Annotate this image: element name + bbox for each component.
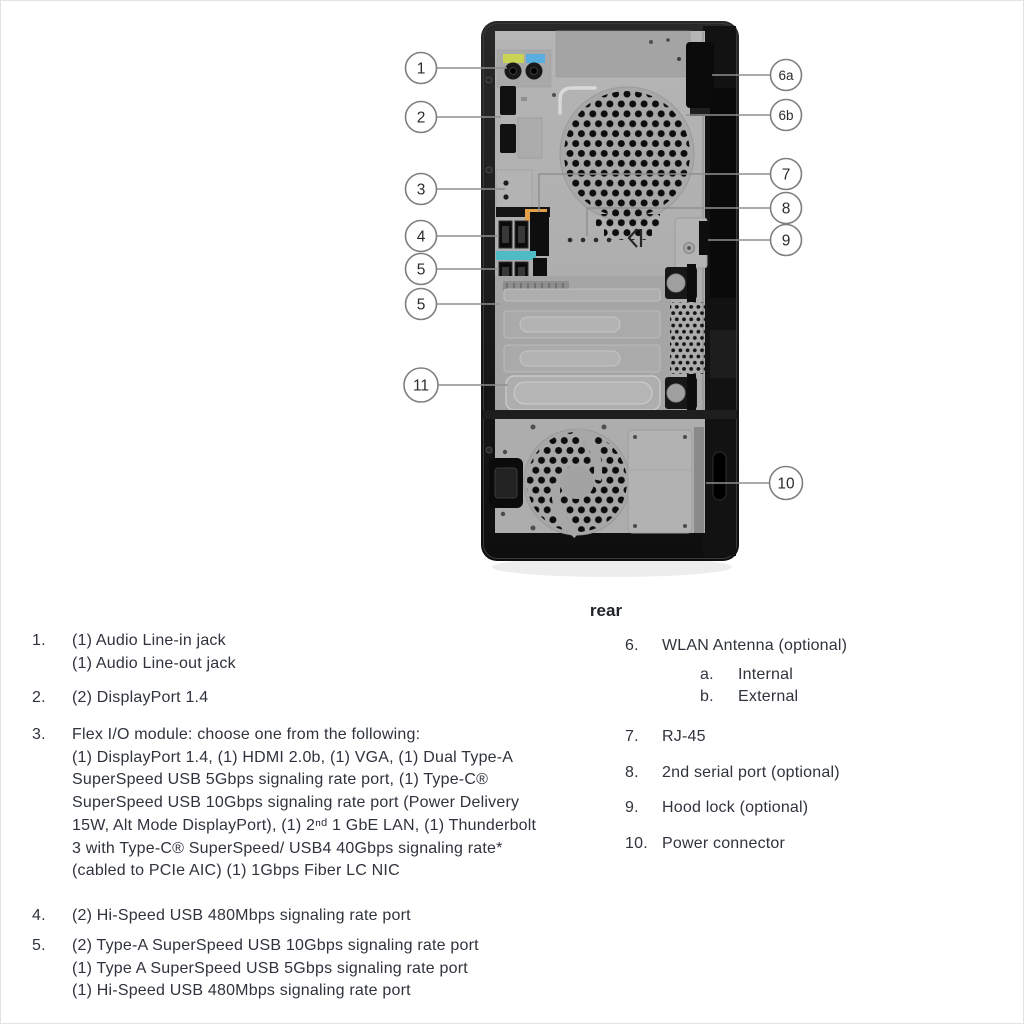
callout-10 <box>770 467 803 500</box>
psu-divider <box>483 410 737 419</box>
legend-item-3 <box>32 724 607 883</box>
legend-item-5 <box>32 935 607 1003</box>
legend-line: WLAN Antenna (optional) <box>662 637 848 654</box>
callout-7 <box>771 159 802 190</box>
usb-teal-bar <box>496 251 536 260</box>
legend-item-number: 3. <box>32 726 46 743</box>
callout-1 <box>406 53 437 84</box>
legend-subitem-text: External <box>738 688 799 706</box>
legend-item-number: 4. <box>32 907 46 924</box>
svg-text:7: 7 <box>781 166 791 184</box>
legend-item-number: 8. <box>625 764 639 781</box>
figure-caption: rear <box>589 601 623 620</box>
flex-io-module-plate <box>496 170 532 210</box>
legend-sublist <box>662 664 847 709</box>
legend-item-8 <box>625 762 1015 785</box>
slot-cover-1 <box>504 289 660 301</box>
card-latch-bottom <box>665 374 697 412</box>
svg-text:3: 3 <box>416 181 426 199</box>
legend-line: (1) Type A SuperSpeed USB 5Gbps signaling rate port <box>72 959 468 977</box>
legend-item-2 <box>32 687 607 710</box>
callout-5b <box>406 289 437 320</box>
legend-line: (1) Hi-Speed USB 480Mbps signaling rate port <box>72 982 411 1000</box>
legend-subitem-b <box>662 686 847 709</box>
legend-item-4 <box>32 905 607 928</box>
legend-item-number: 7. <box>625 728 639 745</box>
legend-line: SuperSpeed USB 5Gbps signaling rate port, (1) Type-C® <box>72 771 489 789</box>
legend-line: 15W, Alt Mode DisplayPort), (1) 2ⁿᵈ 1 GbE LAN, (1) Thunderbolt <box>72 816 537 834</box>
callout-2 <box>406 102 437 133</box>
callout-6a <box>771 60 802 91</box>
legend-item-10 <box>625 833 1015 856</box>
svg-text:5: 5 <box>416 296 426 314</box>
legend-line: Flex I/O module: choose one from the following: <box>72 726 421 743</box>
svg-text:8: 8 <box>781 200 791 218</box>
legend-line: (1) Audio Line-out jack <box>72 654 236 672</box>
legend-item-9 <box>625 797 1015 820</box>
callout-11 <box>404 368 438 402</box>
legend-item-number: 1. <box>32 632 46 649</box>
legend-item-number: 10. <box>625 835 648 852</box>
svg-text:9: 9 <box>781 232 791 250</box>
callout-4 <box>406 221 437 252</box>
legend-line: (cabled to PCIe AIC) (1) 1Gbps Fiber LC NIC <box>72 862 400 880</box>
tower-rear-illustration <box>481 21 739 577</box>
svg-text:6b: 6b <box>778 108 794 123</box>
card-latch-top <box>665 264 697 302</box>
audio-line-out-tab <box>526 54 545 63</box>
svg-text:5: 5 <box>416 261 426 279</box>
legend-subitem-a <box>662 664 847 687</box>
legend-item-number: 9. <box>625 799 639 816</box>
legend-line: 2nd serial port (optional) <box>662 764 840 781</box>
legend-item-7 <box>625 726 1015 749</box>
svg-text:11: 11 <box>412 377 430 395</box>
svg-text:6a: 6a <box>778 68 794 83</box>
expansion-slots <box>495 276 671 410</box>
power-connector-inlet <box>489 450 523 516</box>
legend-subitem-text: Internal <box>738 665 793 683</box>
callout-5a <box>406 254 437 285</box>
svg-text:2: 2 <box>416 109 426 127</box>
legend-line: SuperSpeed USB 10Gbps signaling rate port (Power Delivery <box>72 794 520 812</box>
legend-line: 3 with Type-C® SuperSpeed/ USB4 40Gbps signaling rate* <box>72 839 503 857</box>
flex-io-knockout <box>518 118 542 158</box>
legend-line: (1) DisplayPort 1.4, (1) HDMI 2.0b, (1) VGA, (1) Dual Type-A <box>72 748 514 766</box>
legend-line: RJ-45 <box>662 728 706 745</box>
side-vent <box>670 302 708 374</box>
svg-text:10: 10 <box>777 475 795 493</box>
legend-item-6 <box>625 635 1015 709</box>
legend-subitem-letter: a. <box>700 665 714 683</box>
callout-9 <box>771 225 802 256</box>
legend-line: (2) Hi-Speed USB 480Mbps signaling rate port <box>72 907 411 924</box>
svg-text:4: 4 <box>416 228 426 246</box>
legend-item-1 <box>32 630 607 675</box>
rj45-port <box>530 212 549 256</box>
audio-line-in-tab <box>503 54 524 63</box>
psu-fan-grille <box>524 429 630 535</box>
callout-3 <box>406 174 437 205</box>
legend-line: (2) DisplayPort 1.4 <box>72 689 209 706</box>
callout-8 <box>771 193 802 224</box>
top-recess <box>556 31 690 77</box>
svg-text:1: 1 <box>416 60 426 78</box>
legend-item-number: 6. <box>625 637 639 654</box>
legend-subitem-letter: b. <box>700 688 714 706</box>
legend-line: (2) Type-A SuperSpeed USB 10Gbps signaling rate port <box>72 937 479 954</box>
legend-line: Power connector <box>662 835 786 852</box>
legend-item-number: 2. <box>32 689 46 706</box>
legend-line: (1) Audio Line-in jack <box>72 632 226 649</box>
legend-line: Hood lock (optional) <box>662 799 809 816</box>
legend-item-number: 5. <box>32 937 46 954</box>
psu-knockout-plate <box>628 430 692 533</box>
callout-6b <box>771 100 802 131</box>
